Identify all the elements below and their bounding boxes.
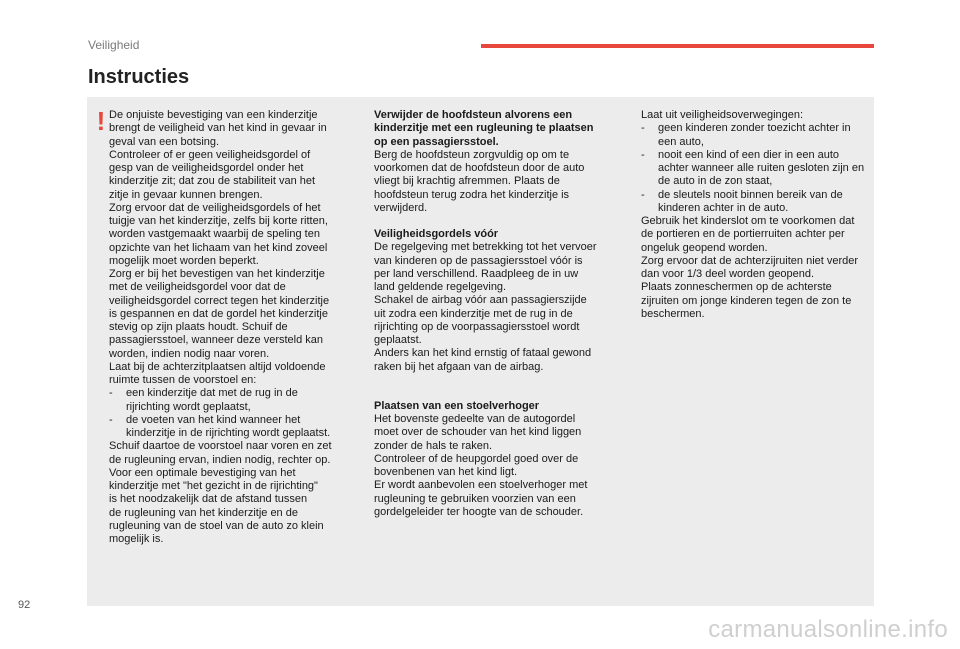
text-line: land geldende regelgeving. [374, 281, 507, 293]
text-line: mogelijk moet worden beperkt. [109, 254, 259, 267]
text-line: mogelijk is. [109, 533, 164, 545]
text-line: tuigje van het kinderzitje, zelfs bij korte ritten, [109, 215, 328, 227]
text-line: Laat bij de achterzitplaatsen altijd voldoende [109, 360, 326, 373]
text-line: Zorg er bij het bevestigen van het kinderzitje [109, 268, 325, 280]
booster-heading: Plaatsen van een stoelverhoger [374, 399, 540, 412]
text-line: passagiersstoel, wanneer deze versteld kan [109, 334, 324, 347]
text-line: gesp van de veiligheidsgordel onder het [109, 162, 304, 174]
text-line: zonder de hals te raken. [374, 439, 493, 452]
text-line: voorkomen dat de hoofdsteun door de auto [374, 162, 585, 174]
text-line: ruimte tussen de voorstoel en: [109, 374, 257, 386]
text-line: verwijderd. [374, 201, 428, 214]
page-title: Instructies [88, 66, 190, 88]
list-item: - geen kinderen zonder toezicht achter in [641, 122, 887, 135]
text-line: met de veiligheidsgordel voor dat de [109, 281, 286, 294]
list-item-continuation: kinderen achter in de auto. [658, 201, 789, 214]
list-item-continuation: de auto in de zon staat, [658, 175, 773, 188]
list-item-continuation: een auto, [658, 135, 704, 148]
text-line: vliegt bij krachtig afremmen. Plaats de [374, 175, 560, 188]
middle-column [374, 109, 630, 519]
text-line: Anders kan het kind ernstig of fataal gewond [374, 347, 592, 360]
text-line: Er wordt aanbevolen een stoelverhoger met [374, 479, 588, 492]
text-line: hoofdsteun terug zodra het kinderzitje is [374, 188, 570, 201]
text-line: rugleuning te gebruiken voorzien van een [374, 492, 576, 505]
text-line: Controleer of er geen veiligheidsgordel of [109, 148, 311, 161]
text-line: van kinderen op de passagiersstoel vóór is [374, 254, 583, 267]
list-item: - een kinderzitje dat met de rug in de [109, 387, 359, 400]
text-line: gordelgeleider ter hoogte van de schouder. [374, 505, 584, 518]
text-line: is gespannen en dat de gordel het kinderzitje [109, 307, 328, 320]
text-line: per land verschillend. Raadpleeg de in uw [374, 267, 579, 280]
page-number: 92 [18, 599, 31, 611]
text-line: zitje in gevaar kunnen brengen. [109, 188, 263, 201]
text-line: Laat uit veiligheidsoverwegingen: [641, 109, 804, 121]
text-line: worden, indien nodig naar voren. [109, 347, 270, 360]
header-accent-rule [481, 44, 874, 48]
text-line: brengt de veiligheid van het kind in gevaar in [109, 122, 327, 135]
list-item: - nooit een kind of een dier in een auto [641, 149, 887, 162]
text-line: de rugleuning ervan, indien nodig, rechter op. [109, 453, 331, 466]
text-line: Berg de hoofdsteun zorgvuldig op om te [374, 148, 570, 161]
text-line: Schakel de airbag vóór aan passagierszijde [374, 294, 587, 307]
text-line: geplaatst. [374, 334, 422, 346]
text-line: de portieren en de portierruiten achter per [641, 228, 845, 241]
text-line: opzichte van het lichaam van het kind zoveel [109, 241, 328, 254]
text-line: rijrichting op de voorpassagiersstoel wordt [374, 320, 580, 333]
text-line: worden vastgemaakt waarbij de speling ten [109, 228, 320, 241]
front-belts-heading: Veiligheidsgordels vóór [374, 228, 499, 240]
headrest-heading: op een passagiersstoel. [374, 135, 499, 148]
text-line: Gebruik het kinderslot om te voorkomen dat [641, 215, 855, 227]
text-line: Het bovenste gedeelte van de autogordel [374, 413, 576, 425]
text-line: kinderzitje met "het gezicht in de rijrichting" [109, 480, 318, 492]
text-line: Schuif daartoe de voorstoel naar voren en zet [109, 440, 332, 453]
right-column [641, 109, 887, 321]
headrest-heading: Verwijder de hoofdsteun alvorens een [374, 109, 573, 121]
list-item-continuation: kinderzitje in de rijrichting wordt geplaatst. [126, 427, 331, 439]
text-line: is het noodzakelijk dat de afstand tussen [109, 493, 308, 506]
text-line: moet over de schouder van het kind liggen [374, 426, 582, 439]
text-line: dan voor 1/3 deel worden geopend. [641, 268, 815, 280]
exclamation-mark-icon: ! [96, 106, 106, 136]
text-line: ongeluk geopend worden. [641, 241, 768, 254]
headrest-heading: kinderzitje met een rugleuning te plaatsen [374, 122, 594, 135]
text-line: De onjuiste bevestiging van een kinderzitje [109, 109, 318, 121]
text-line: uit zodra een kinderzitje met de rug in de [374, 307, 573, 320]
text-line: De regelgeving met betrekking tot het vervoer [374, 241, 597, 254]
text-line: Plaats zonneschermen op de achterste [641, 281, 832, 294]
list-item: - de sleutels nooit binnen bereik van de [641, 189, 887, 202]
text-line: de rugleuning van het kinderzitje en de [109, 506, 298, 519]
warning-column [109, 109, 359, 546]
text-line: veiligheidsgordel correct tegen het kinderzitje [109, 294, 330, 307]
text-line: bovenbenen van het kind ligt. [374, 466, 518, 478]
text-line: Zorg ervoor dat de achterzijruiten niet verder [641, 254, 859, 267]
watermark: carmanualsonline.info [708, 616, 948, 643]
text-line: raken bij het afgaan van de airbag. [374, 360, 544, 373]
text-line: kinderzitje zit; dat zou de stabiliteit van het [109, 175, 316, 188]
text-line: Zorg ervoor dat de veiligheidsgordels of het [109, 201, 321, 214]
text-line: beschermen. [641, 307, 705, 320]
text-line: geval van een botsing. [109, 135, 220, 148]
list-item: - de voeten van het kind wanneer het [109, 414, 359, 427]
list-item-continuation: rijrichting wordt geplaatst, [126, 400, 251, 413]
text-line: Voor een optimale bevestiging van het [109, 466, 296, 479]
list-item-continuation: achter wanneer alle ruiten gesloten zijn en [658, 162, 865, 174]
text-line: rugleuning van de stoel van de auto zo klein [109, 519, 324, 532]
text-line: Controleer of de heupgordel goed over de [374, 452, 579, 465]
section-label: Veiligheid [88, 38, 140, 52]
text-line: zijruiten om jonge kinderen tegen de zon te [641, 294, 852, 307]
text-line: stevig op zijn plaats houdt. Schuif de [109, 321, 288, 333]
